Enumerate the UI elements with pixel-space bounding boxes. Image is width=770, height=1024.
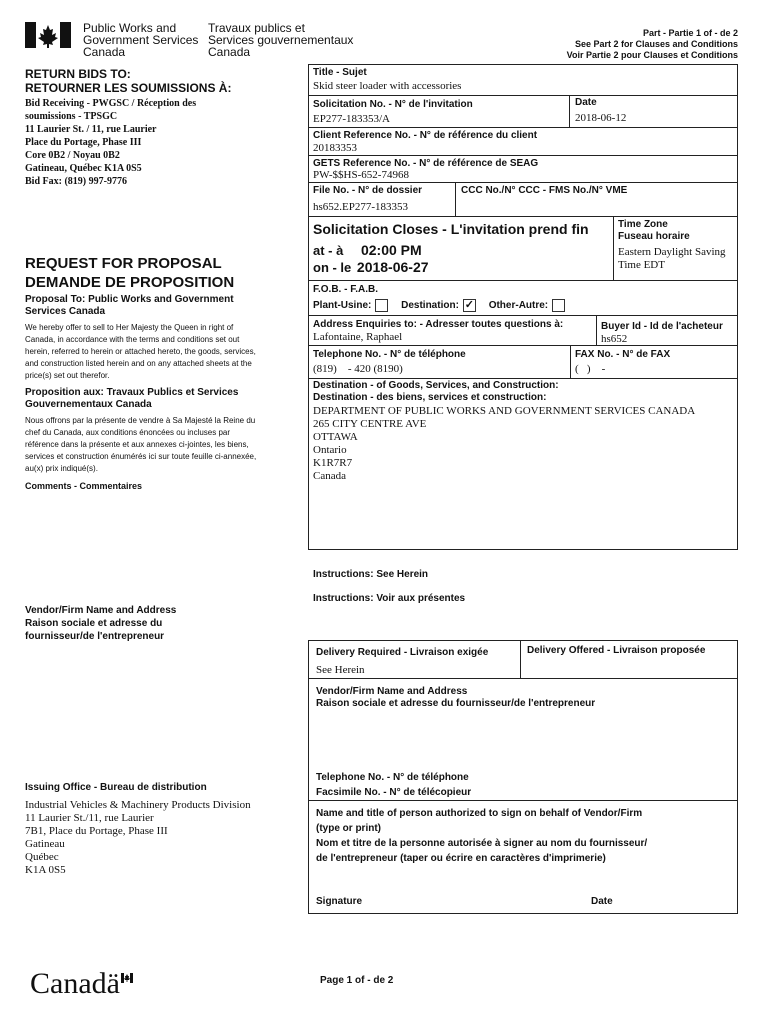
- address-enquiries-value[interactable]: Lafontaine, Raphael: [313, 331, 403, 343]
- department-name-en: [83, 22, 198, 58]
- return-bids-line: soumissions - TPSGC: [25, 111, 118, 122]
- return-bids-line: Place du Portage, Phase III: [25, 137, 142, 148]
- canada-flag-logo: [25, 22, 71, 48]
- signature-date-label: Date: [591, 896, 613, 907]
- comments-label: Comments - Commentaires: [25, 481, 143, 491]
- auth-label-line-2: (type or print): [316, 823, 381, 834]
- divider: [308, 678, 738, 679]
- vendor-label-fr-2: fournisseur/de l'entrepreneur: [25, 631, 165, 642]
- file-value[interactable]: hs652.EP277-183353: [313, 201, 409, 213]
- timezone-value-line-1: Eastern Daylight Saving: [618, 246, 726, 258]
- auth-label-line-3: Nom et titre de la personne autorisée à signer au nom du fournisseur/: [316, 838, 648, 849]
- divider: [596, 315, 597, 345]
- divider: [308, 378, 738, 379]
- timezone-label: [618, 219, 690, 243]
- vendor-firm-label-left: [25, 604, 176, 643]
- return-bids-line: Gatineau, Québec K1A 0S5: [25, 163, 142, 174]
- see-part2-fr: Voir Partie 2 pour Clauses et Conditions: [566, 50, 738, 60]
- divider: [308, 345, 738, 346]
- other-label: Other-Autre:: [488, 300, 549, 312]
- destination-label-fr: Destination - des biens, services et construction:: [313, 392, 547, 403]
- divider: [570, 345, 571, 378]
- delivery-offered-label: Delivery Offered - Livraison proposée: [527, 645, 706, 656]
- return-bids-line: Bid Fax: (819) 997-9776: [25, 176, 127, 187]
- divider: [308, 315, 738, 316]
- title-label: Title - Sujet: [313, 67, 367, 78]
- issuing-office-label: Issuing Office - Bureau de distribution: [25, 782, 207, 793]
- divider: [308, 155, 738, 156]
- issuing-office-line: Gatineau: [25, 838, 65, 850]
- buyer-id-value[interactable]: hs652: [601, 333, 628, 345]
- fob-label: F.O.B. - F.A.B.: [313, 284, 378, 295]
- divider: [308, 95, 738, 96]
- client-ref-label: Client Reference No. - N° de référence du client: [313, 130, 538, 141]
- dept-en-line-2: Government Services: [83, 33, 199, 47]
- see-part2-en: See Part 2 for Clauses and Conditions: [574, 39, 738, 49]
- proposal-to-text: We hereby offer to sell to Her Majesty the Queen in right of Canada, in accordance with the terms and conditions set out herein, referred to herein or attached hereto, the goods, services, and construction listed herein and on any attached sheets at the price(s) set out therefor.: [25, 323, 256, 380]
- destination-line: K1R7R7: [313, 457, 353, 469]
- vendor-label-fr-1: Raison sociale et adresse du: [25, 618, 163, 629]
- issuing-office-address: [25, 799, 251, 877]
- flag-icon: [25, 22, 71, 48]
- destination-of-goods-label: [313, 380, 559, 404]
- return-bids-title: [25, 67, 231, 95]
- client-ref-value[interactable]: 20183353: [313, 142, 357, 154]
- on-label: on - le: [313, 260, 352, 275]
- page-number: Page 1 of - de 2: [320, 975, 394, 986]
- close-date-value[interactable]: 2018-06-27: [356, 259, 429, 275]
- vendor-phone-label: Telephone No. - N° de téléphone: [316, 772, 469, 783]
- rfp-title: [25, 254, 234, 292]
- telephone-label: Telephone No. - N° de téléphone: [313, 349, 466, 360]
- small-flag-icon: [121, 973, 133, 983]
- destination-label: Destination:: [401, 300, 459, 312]
- timezone-value[interactable]: [618, 246, 726, 272]
- return-bids-title-en: RETURN BIDS TO:: [25, 67, 131, 81]
- gets-label: GETS Reference No. - N° de référence de SEAG: [313, 158, 539, 169]
- buyer-id-label: Buyer Id - Id de l'acheteur: [601, 321, 723, 332]
- rfp-title-en: REQUEST FOR PROPOSAL: [25, 255, 222, 272]
- destination-line: OTTAWA: [313, 431, 358, 443]
- date-label: Date: [575, 97, 597, 108]
- return-bids-line: Core 0B2 / Noyau 0B2: [25, 150, 120, 161]
- proposition-heading: Proposition aux: Travaux Publics et Services Gouvernementaux Canada: [25, 387, 239, 410]
- issuing-office-line: 7B1, Place du Portage, Phase III: [25, 825, 168, 837]
- delivery-required-value[interactable]: See Herein: [316, 664, 365, 676]
- part-info: [567, 28, 738, 61]
- proposal-to-heading: Proposal To: Public Works and Government Services Canada: [25, 294, 234, 317]
- department-name-fr: [208, 22, 353, 58]
- divider: [308, 127, 738, 128]
- flag-wordmark-icon: [121, 970, 133, 988]
- issuing-office-line: 11 Laurier St./11, rue Laurier: [25, 812, 154, 824]
- proposition-text: Nous offrons par la présente de vendre à Sa Majesté la Reine du chef du Canada, aux conditions énoncées ou incluses par référence dans la présente et aux annexes ci-jointes, les biens, services et construction énumérés ici sur toute feuille ci-annexée, au(x) prix indiqué(s).: [25, 416, 257, 473]
- return-bids-address: [25, 97, 196, 188]
- issuing-office-line: Industrial Vehicles & Machinery Products Division: [25, 799, 251, 811]
- auth-label-line-4: de l'entrepreneur (taper ou écrire en caractères d'imprimerie): [316, 853, 606, 864]
- proposal-to-section: [25, 294, 257, 492]
- return-bids-line: Bid Receiving - PWGSC / Réception des: [25, 98, 197, 109]
- destination-line: 265 CITY CENTRE AVE: [313, 418, 427, 430]
- dept-en-line-1: Public Works and: [83, 21, 177, 35]
- authorized-person-label: [316, 806, 647, 866]
- issuing-office-line: K1A 0S5: [25, 864, 66, 876]
- vendor-name-address-label: [316, 686, 595, 710]
- destination-checkbox[interactable]: ✓: [464, 299, 475, 311]
- issuing-office-line: Québec: [25, 851, 59, 863]
- solicitation-label: Solicitation No. - N° de l'invitation: [313, 99, 473, 110]
- address-enquiries-label: Address Enquiries to: - Adresser toutes questions à:: [313, 319, 564, 330]
- dept-fr-line-2: Services gouvernementaux: [208, 33, 354, 47]
- time-value[interactable]: 02:00 PM: [360, 242, 422, 258]
- vendor-name-label-en: Vendor/Firm Name and Address: [316, 686, 468, 697]
- date-value[interactable]: 2018-06-12: [575, 112, 627, 124]
- instructions-fr: Instructions: Voir aux présentes: [313, 593, 466, 604]
- dept-en-line-3: Canada: [83, 45, 126, 59]
- destination-line: Canada: [313, 470, 346, 482]
- solicitation-value[interactable]: EP277-183353/A: [313, 113, 390, 125]
- instructions-en: Instructions: See Herein: [313, 569, 429, 580]
- plant-checkbox[interactable]: [375, 299, 388, 312]
- divider: [613, 216, 614, 280]
- destination-line: DEPARTMENT OF PUBLIC WORKS AND GOVERNMENT SERVICES CANADA: [313, 405, 696, 417]
- divider: [308, 800, 738, 801]
- fax-value[interactable]: ( ) -: [575, 363, 606, 375]
- vendor-label-en: Vendor/Firm Name and Address: [25, 605, 177, 616]
- vendor-fax-label: Facsimile No. - N° de télécopieur: [316, 787, 472, 798]
- destination-address[interactable]: [313, 405, 695, 483]
- rfp-title-fr: DEMANDE DE PROPOSITION: [25, 274, 235, 291]
- file-label: File No. - N° de dossier: [313, 185, 423, 196]
- closes-date-row: [313, 259, 429, 276]
- timezone-label-fr: Fuseau horaire: [618, 231, 690, 242]
- vendor-name-label-fr: Raison sociale et adresse du fournisseur/de l'entrepreneur: [316, 698, 596, 709]
- divider: [520, 640, 521, 678]
- other-checkbox[interactable]: [552, 299, 565, 312]
- part-number: Part - Partie 1 of - de 2: [642, 28, 738, 38]
- signature-label: Signature: [316, 896, 363, 907]
- divider: [569, 95, 570, 127]
- delivery-required-label: Delivery Required - Livraison exigée: [316, 647, 489, 658]
- closes-time-row: [313, 242, 422, 259]
- vendor-name-address-field[interactable]: [316, 716, 730, 768]
- fob-options: [313, 299, 565, 312]
- return-bids-title-fr: RETOURNER LES SOUMISSIONS À:: [25, 81, 232, 95]
- dept-fr-line-1: Travaux publics et: [208, 21, 305, 35]
- gets-value[interactable]: PW-$$HS-652-74968: [313, 169, 409, 181]
- dept-fr-line-3: Canada: [208, 45, 251, 59]
- divider: [308, 182, 738, 183]
- destination-label-en: Destination - of Goods, Services, and Construction:: [313, 380, 559, 391]
- ccc-label: CCC No./N° CCC - FMS No./N° VME: [461, 185, 628, 196]
- divider: [308, 280, 738, 281]
- timezone-value-line-2: Time EDT: [618, 259, 665, 271]
- timezone-label-en: Time Zone: [618, 219, 668, 230]
- title-value[interactable]: Skid steer loader with accessories: [313, 80, 462, 92]
- destination-line: Ontario: [313, 444, 347, 456]
- closes-label: Solicitation Closes - L'invitation prend fin: [313, 221, 589, 237]
- fax-label: FAX No. - N° de FAX: [575, 349, 671, 360]
- canada-wordmark: Canadä: [30, 967, 120, 1000]
- at-label: at - à: [313, 243, 344, 258]
- divider: [308, 216, 738, 217]
- divider: [455, 182, 456, 216]
- return-bids-line: 11 Laurier St. / 11, rue Laurier: [25, 124, 157, 135]
- plant-label: Plant-Usine:: [313, 300, 372, 312]
- auth-label-line-1: Name and title of person authorized to sign on behalf of Vendor/Firm: [316, 808, 643, 819]
- telephone-value[interactable]: (819) - 420 (8190): [313, 363, 403, 375]
